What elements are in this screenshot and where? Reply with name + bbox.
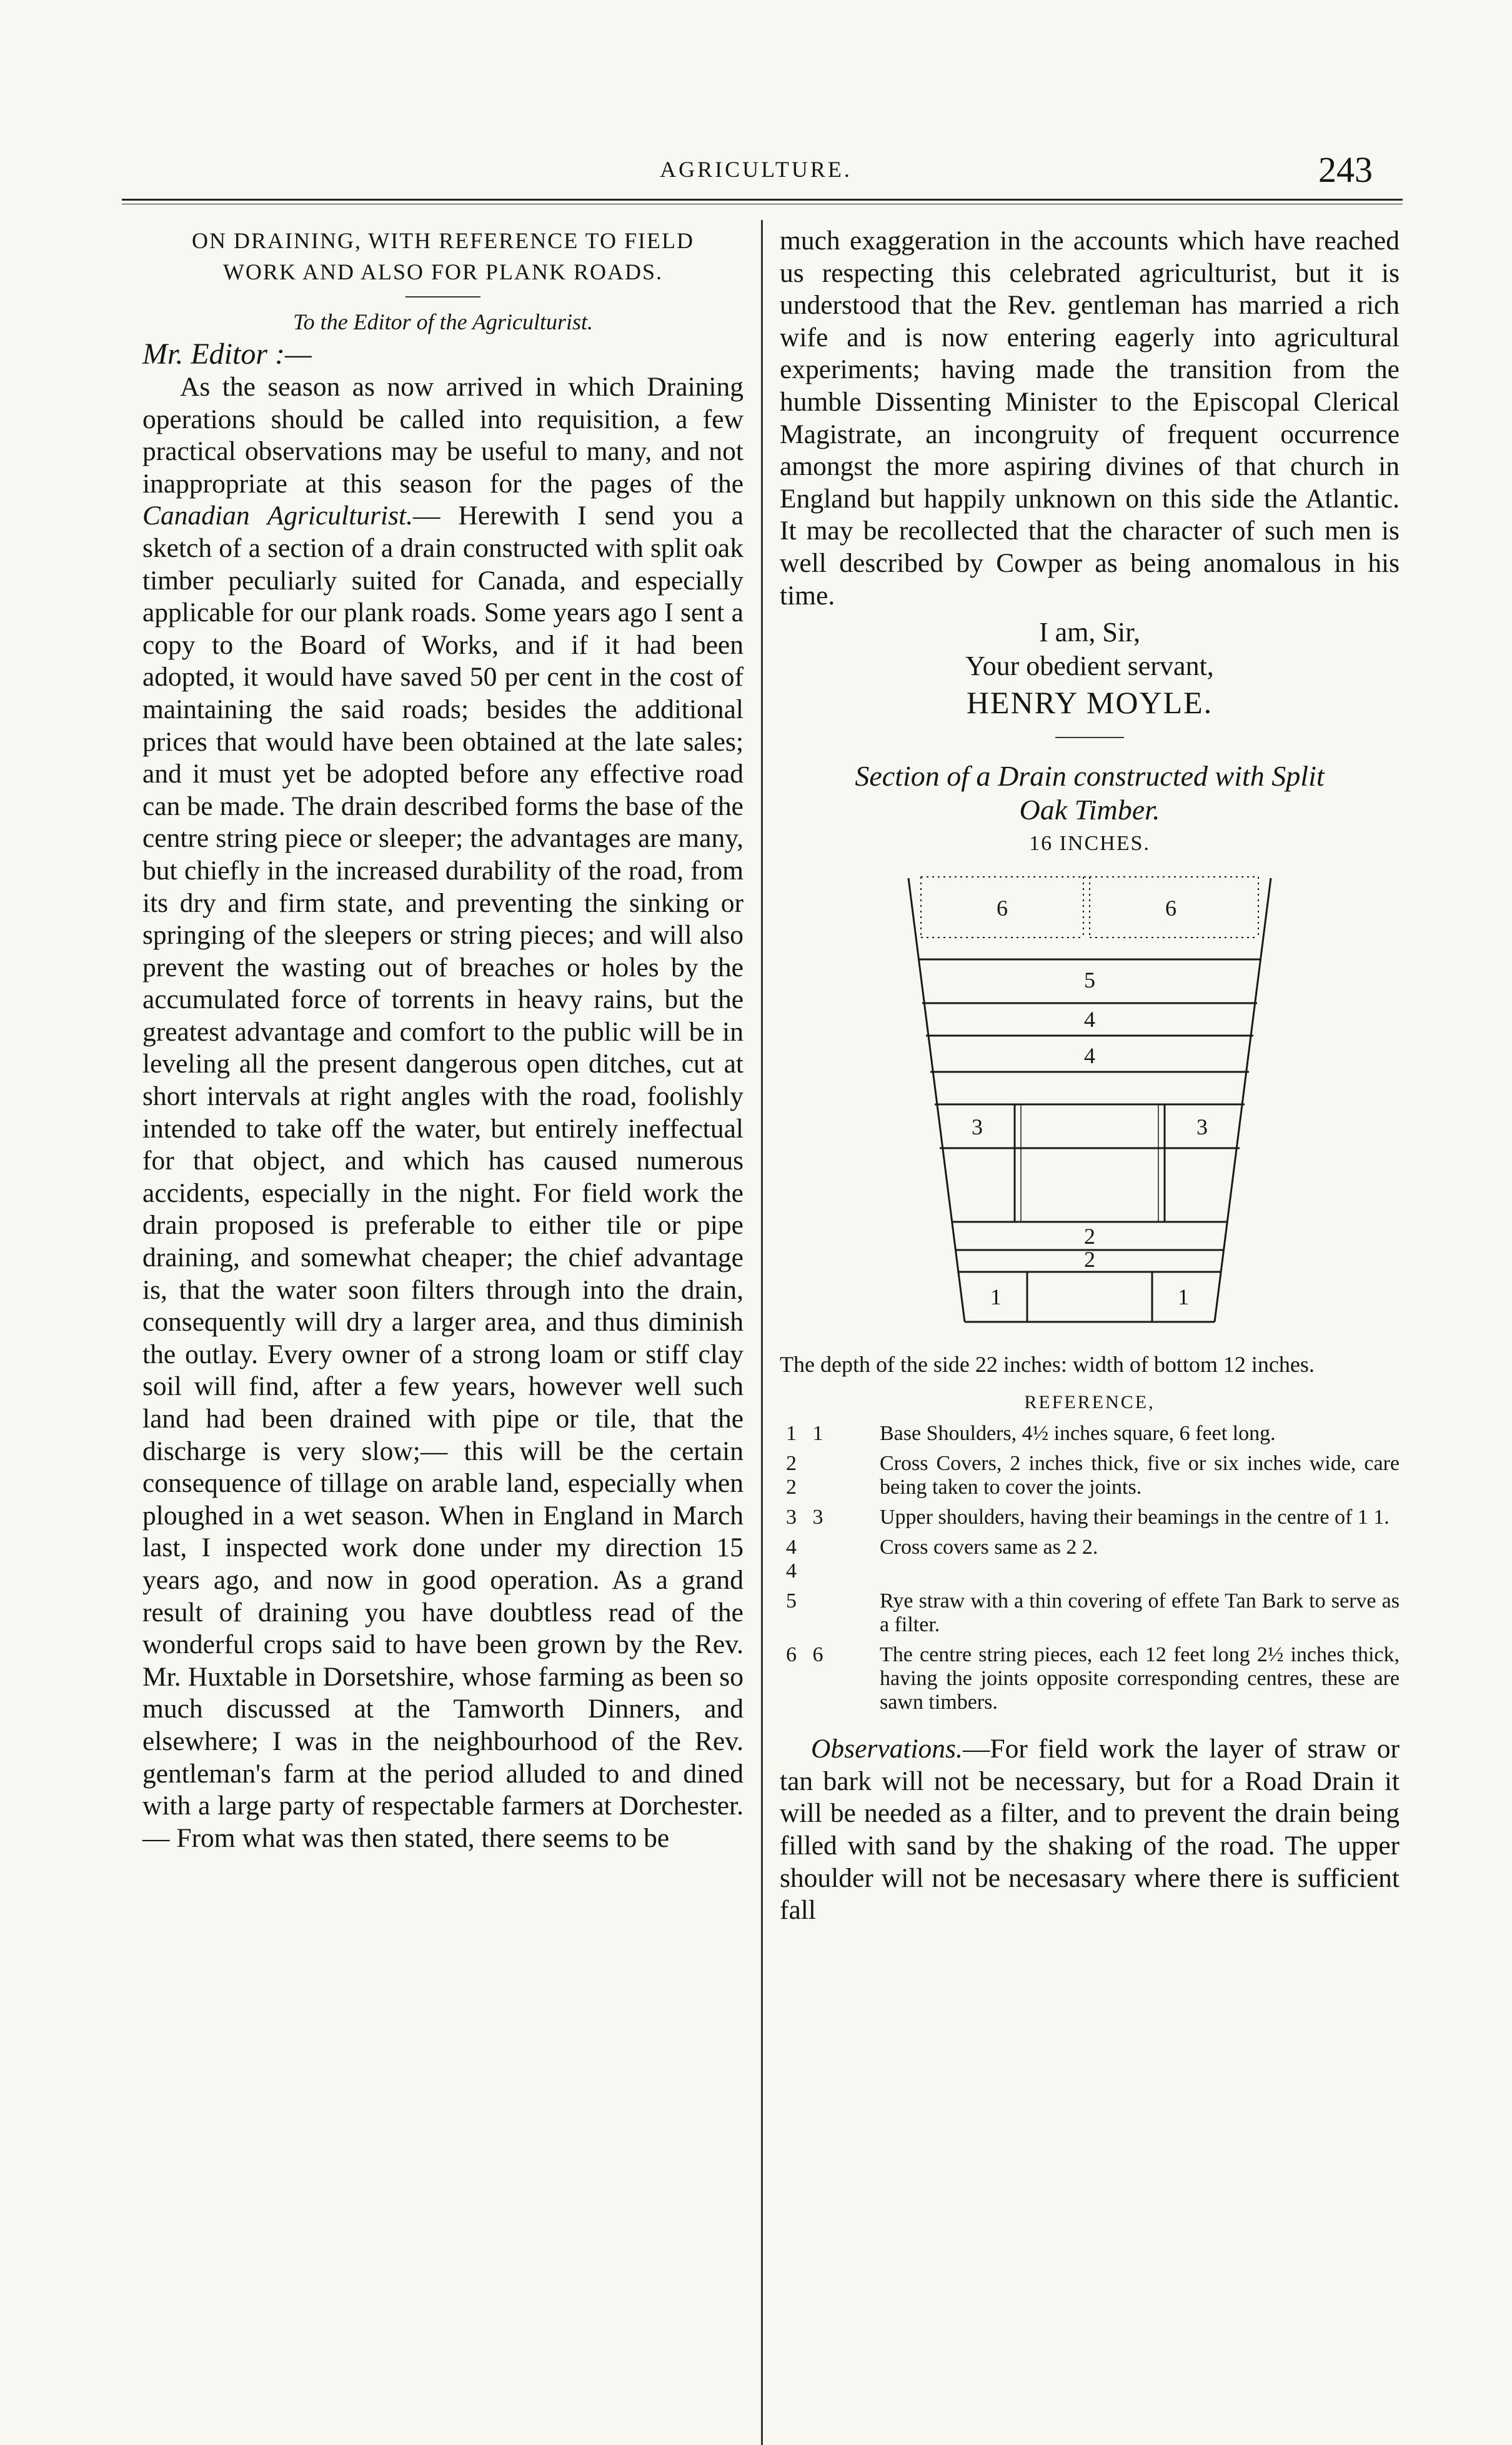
label-top-right: 6 xyxy=(1165,896,1176,921)
reference-description: Cross covers same as 2 2. xyxy=(880,1536,1098,1559)
running-title: AGRICULTURE. xyxy=(660,157,852,182)
label-row1-left: 1 xyxy=(990,1284,1002,1310)
signature-rule xyxy=(1055,737,1124,738)
label-row4b: 4 xyxy=(1084,1043,1095,1069)
journal-name: Canadian Agriculturist. xyxy=(142,501,414,531)
heading-rule xyxy=(405,296,480,298)
reference-key: 4 4 xyxy=(786,1536,797,1583)
depth-note: The depth of the side 22 inches: width of bottom 12 inches. xyxy=(780,1352,1315,1378)
label-row3-left: 3 xyxy=(972,1114,983,1140)
reference-key: 2 2 xyxy=(786,1452,797,1499)
right-wall xyxy=(1215,878,1271,1322)
label-row1-right: 1 xyxy=(1178,1284,1189,1310)
figure-caption-line-1: Section of a Drain constructed with Split xyxy=(855,760,1325,792)
reference-key: 3 3 xyxy=(786,1506,823,1529)
article-body-right: much exaggeration in the accounts which have reached us respecting this celebrated agriculturist, but it is understood that the Rev. gentleman has married a rich wife and is now entering eagerly into agricultural experiments; having made the transition from the humble Dissenting Minister to the Episcopal Clerical Magistrate, an incongruity of frequent occurrence amongst the more aspiring divines of that church in England but happily unknown on this side the Atlantic. It may be recollected that the character of such men is well described by Cowper as being anomalous in his time. xyxy=(780,226,1400,611)
reference-description: Cross Covers, 2 inches thick, five or six inches wide, care being taken to cover the joints. xyxy=(880,1452,1400,1499)
reference-row xyxy=(780,1536,1400,1583)
reference-list xyxy=(780,1422,1400,1714)
observations-text: —For field work the layer of straw or tan bark will not be necessary, but for a Road Drain it will be needed as a filter, and to prevent the drain being filled with sand by the shaking of the road. The upper shoulder will not be necesasary where there is sufficient fall xyxy=(780,1734,1400,1926)
closing-line-2: Your obedient servant, xyxy=(965,651,1214,682)
right-column xyxy=(780,225,1400,1927)
reference-description: Upper shoulders, having their beamings in the centre of 1 1. xyxy=(880,1506,1390,1529)
observations-label: Observations. xyxy=(811,1734,963,1764)
reference-description: Rye straw with a thin covering of effete Tan Bark to serve as a filter. xyxy=(880,1589,1400,1637)
signature: HENRY MOYLE. xyxy=(966,685,1213,721)
label-row2b: 2 xyxy=(1084,1247,1095,1272)
reference-row xyxy=(780,1506,1400,1529)
figure-caption-line-2: Oak Timber. xyxy=(1019,794,1160,826)
closing-line: I am, Sir, xyxy=(1039,617,1140,648)
label-row2a: 2 xyxy=(1084,1224,1095,1249)
reference-row xyxy=(780,1452,1400,1499)
reference-description: Base Shoulders, 4½ inches square, 6 feet long. xyxy=(880,1422,1276,1446)
label-row3-right: 3 xyxy=(1196,1114,1208,1140)
label-row4a: 4 xyxy=(1084,1007,1095,1032)
reference-key: 5 xyxy=(786,1589,797,1613)
left-column xyxy=(142,225,744,1854)
reference-title: REFERENCE, xyxy=(1024,1392,1155,1413)
header-rule xyxy=(122,199,1403,201)
article-heading-line-1: ON DRAINING, WITH REFERENCE TO FIELD xyxy=(192,228,694,253)
body-part-2: — Herewith I send you a sketch of a section of a drain constructed with split oak timber peculiarly suited for Canada, and especially applicable for our plank roads. Some years ago I sent a copy to the Board of Works, and if it had been adopted, it would have saved 50 per cent in the cost of maintaining the said roads; besides the additional prices that would have been obtained at the late sales; and it must yet be adopted before any effective road can be made. The drain described forms the base of the centre string piece or sleeper; the advantages are many, but chiefly in the increased durability of the road, from its dry and firm state, and preventing the sinking or springing of the sleepers or string pieces; and will also prevent the wasting out of breaches or holes by the accumulated force of torrents in heavy rains, but the greatest advantage and comfort to the public will be in leveling all the present dangerous open ditches, cut at short intervals at right angles with the road, foolishly intended to take off the water, but entirely ineffectual for that object, and which has caused numerous accidents, especially in the night. For field work the drain proposed is preferable to either tile or pipe draining, and somewhat cheaper; the chief advantage is, that the water soon filters through into the drain, consequently will dry a larger area, and thus diminish the outlay. Every owner of a strong loam or stiff clay soil will find, after a few years, however well such land had been drained with pipe or tile, that the discharge is very slow;— this will be the certain consequence of tillage on arable land, especially when ploughed in a wet season. When in England in March last, I inspected work done under my direction 15 years ago, and now in good operation. As a grand result of draining you have doubtless read of the wonderful crops said to have been grown by the Rev. Mr. Huxtable in Dorsetshire, whose farming as been so much discussed at the Tamworth Dinners, and elsewhere; I was in the neighbourhood of the Rev. gentleman's farm at the period alluded to and dined with a large party of respectable farmers at Dorchester.— From what was then stated, there seems to be xyxy=(142,501,744,1853)
page-number: 243 xyxy=(1318,149,1373,190)
reference-row xyxy=(780,1589,1400,1637)
salutation: Mr. Editor :— xyxy=(142,338,312,371)
article-heading-line-2: WORK AND ALSO FOR PLANK ROADS. xyxy=(222,259,664,284)
reference-row xyxy=(780,1643,1400,1714)
label-row5: 5 xyxy=(1084,968,1095,993)
drain-section-diagram xyxy=(896,859,1283,1334)
reference-row xyxy=(780,1422,1400,1446)
reference-key: 1 1 xyxy=(786,1422,823,1446)
label-top-left: 6 xyxy=(997,896,1008,921)
observations-paragraph xyxy=(780,1733,1400,1927)
body-part-1: As the season as now arrived in which Draining operations should be called into requisition, a few practical observations may be useful to many, and not inappropriate at this season for the pages of the xyxy=(142,372,744,499)
reference-description: The centre string pieces, each 12 feet long 2½ inches thick, having the joints opposite corresponding centres, these are sawn timbers. xyxy=(880,1643,1400,1714)
figure-width-label: 16 INCHES. xyxy=(1029,832,1150,856)
to-editor-line: To the Editor of the Agriculturist. xyxy=(292,309,594,334)
reference-key: 6 6 xyxy=(786,1643,823,1667)
left-wall xyxy=(908,878,965,1322)
column-divider xyxy=(761,220,763,2445)
article-body-left xyxy=(142,371,744,1854)
